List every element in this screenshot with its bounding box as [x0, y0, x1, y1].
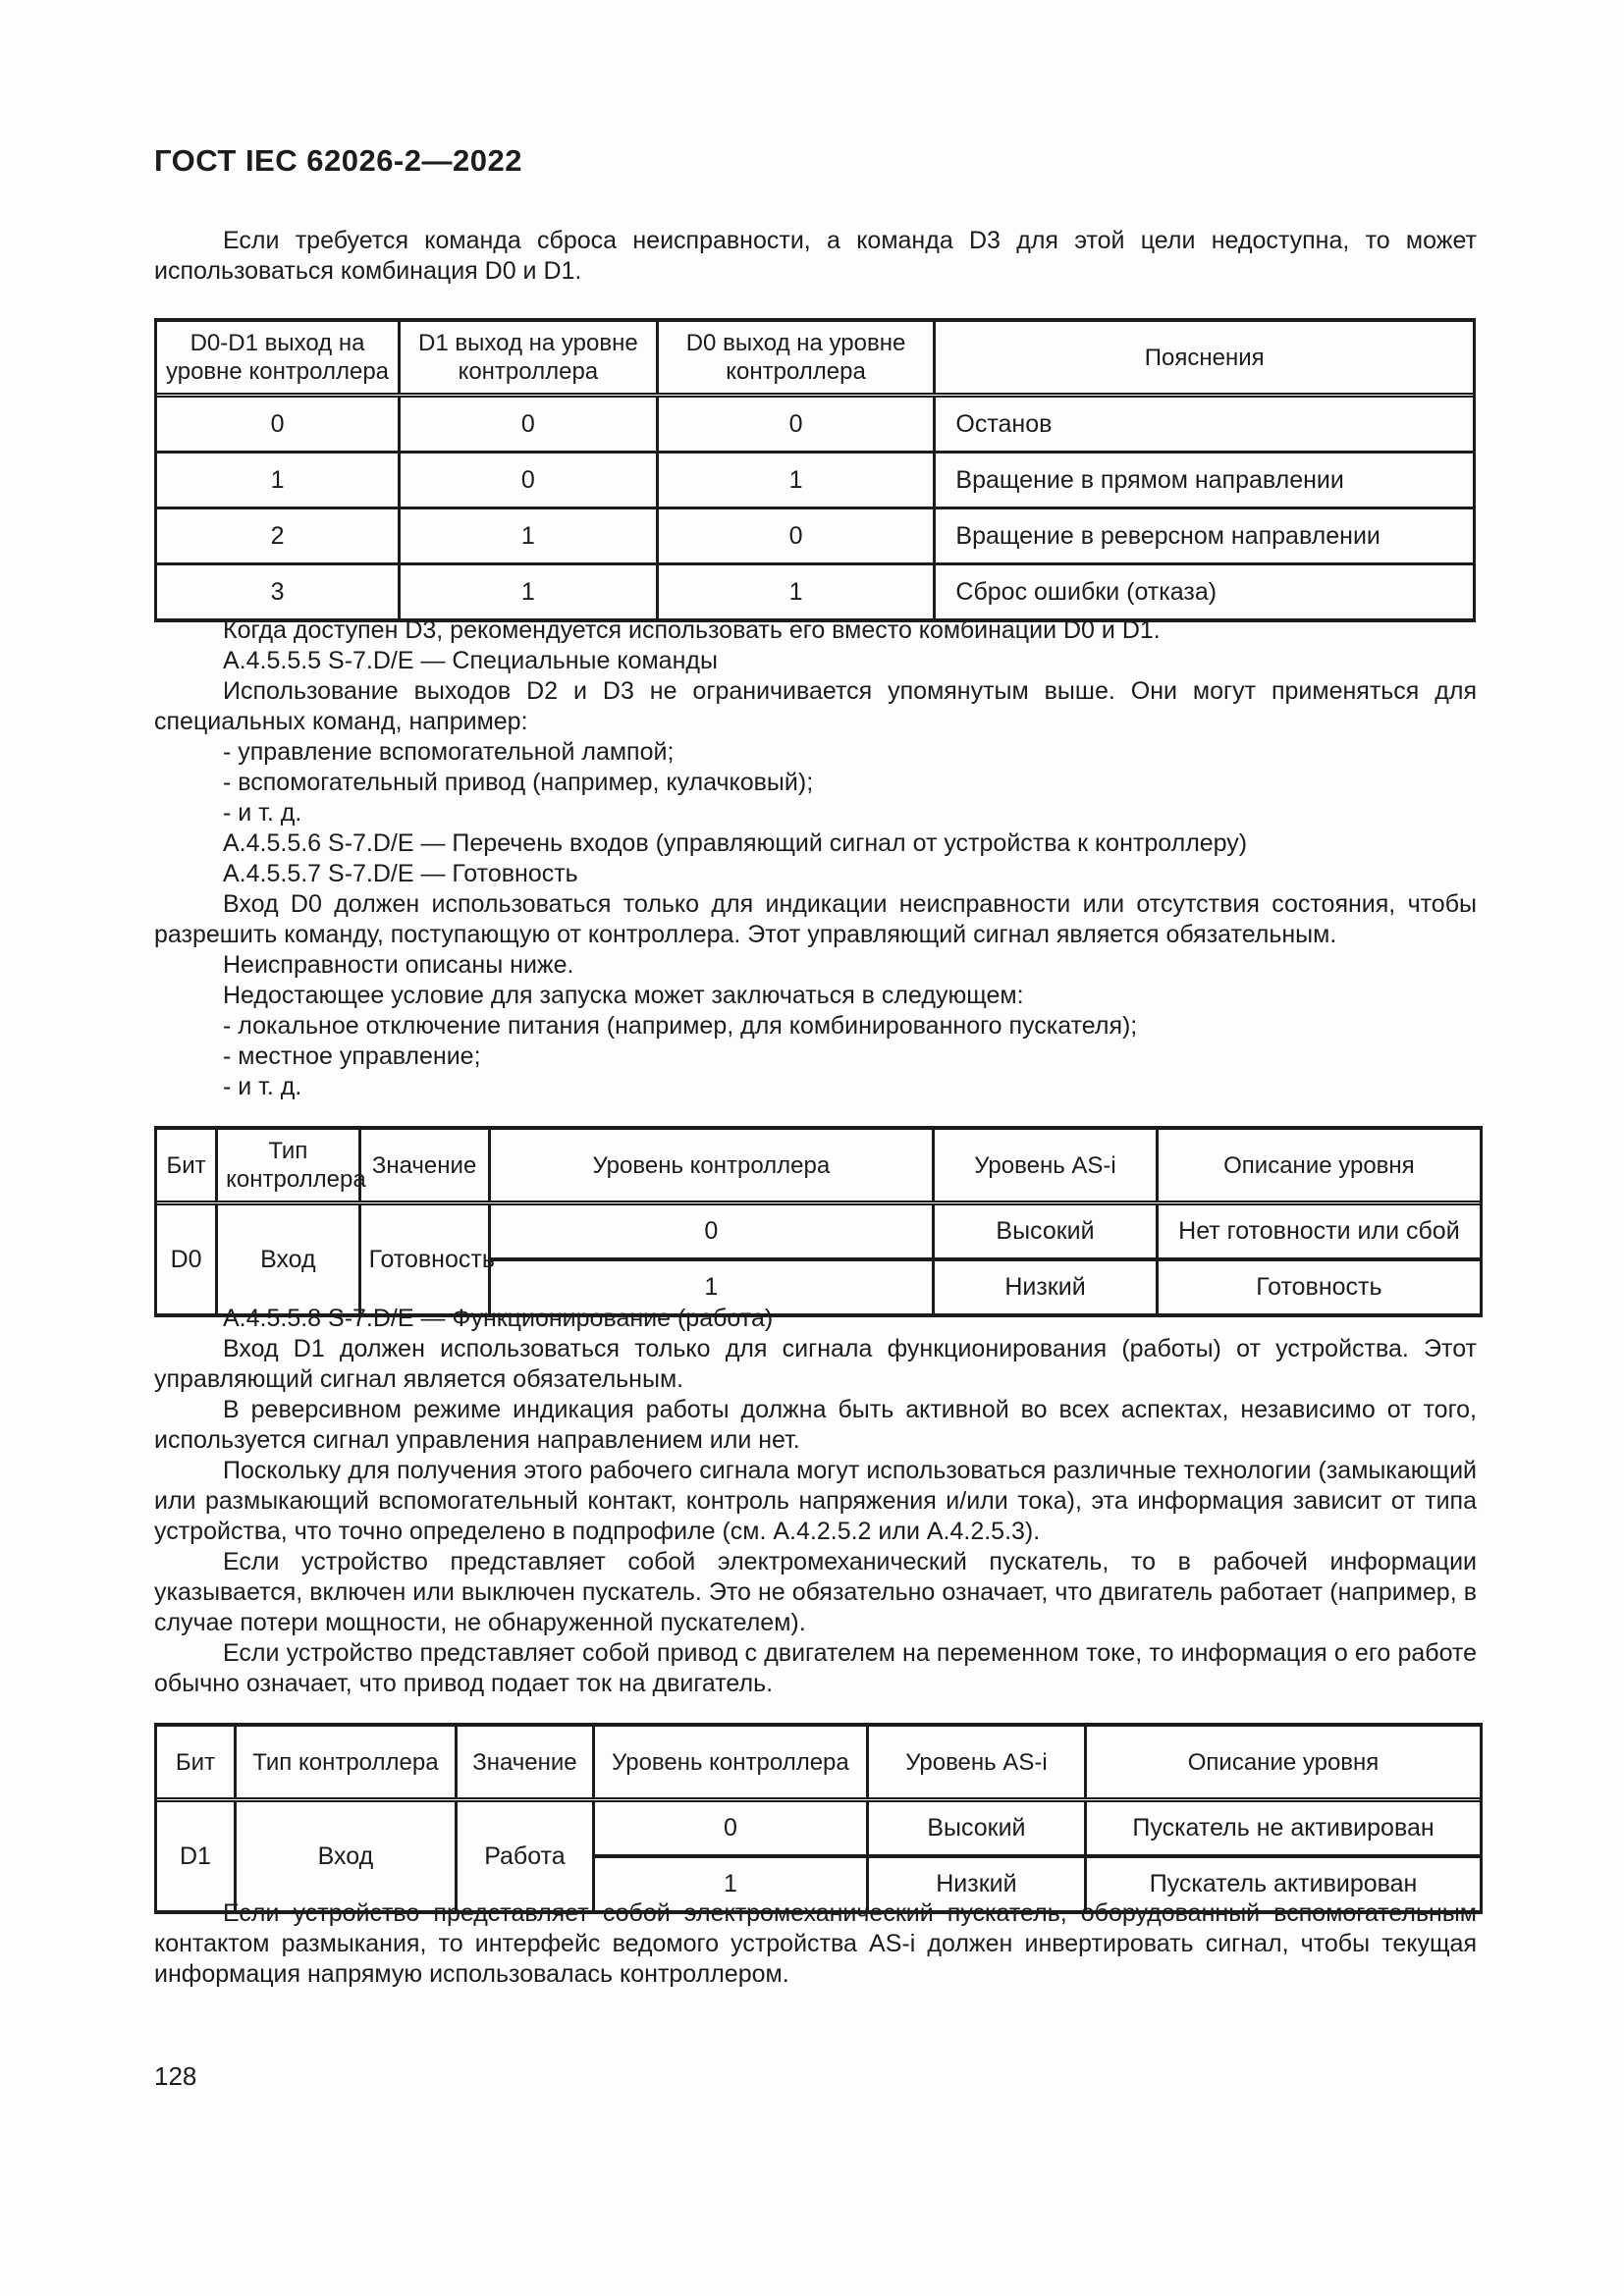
column-header: Уровень AS-i	[934, 1130, 1158, 1203]
section-b-text	[154, 1304, 1477, 1699]
cell: 1	[657, 564, 935, 619]
table-row	[157, 453, 1473, 508]
value-cell: Работа	[456, 1800, 593, 1911]
clause-heading: А.4.5.5.8 S-7.D/E — Функционирование (работа)	[223, 1305, 774, 1332]
cell: 1	[489, 1259, 934, 1313]
paragraph: Если требуется команда сброса неисправности, а команда D3 для этой цели недоступна, то может использоваться комбинация D0 и D1.	[154, 227, 1477, 285]
cell: Низкий	[867, 1856, 1085, 1910]
cell: 3	[157, 564, 400, 619]
cell: Останов	[935, 396, 1473, 453]
section-a-text	[154, 615, 1477, 1102]
page-title: ГОСТ IEC 62026-2—2022	[154, 143, 522, 178]
cell: 0	[157, 396, 400, 453]
bit-cell: D1	[157, 1800, 235, 1911]
table-row	[157, 564, 1473, 619]
cell: 0	[657, 508, 935, 564]
value-cell: Готовность	[359, 1203, 489, 1314]
paragraph: Вход D1 должен использоваться только для сигнала функционирования (работы) от устройства. Этот управляющий сигнал является обязательным.	[154, 1335, 1477, 1393]
column-header: D0-D1 выход на уровне контроллера	[157, 322, 400, 396]
table-row	[157, 508, 1473, 564]
cell: 1	[593, 1856, 867, 1910]
cell: Сброс ошибки (отказа)	[955, 577, 1218, 606]
paragraph: Использование выходов D2 и D3 не ограничивается упомянутым выше. Они могут применяться для специальных команд, например:	[154, 677, 1477, 735]
intro-paragraph-block	[154, 226, 1477, 287]
list-item: - и т. д.	[223, 799, 302, 827]
page-number: 128	[154, 2061, 197, 2091]
cell: 0	[400, 453, 658, 508]
table-row	[157, 396, 1473, 453]
cell: 1	[400, 508, 658, 564]
column-header: D1 выход на уровне контроллера	[400, 322, 658, 396]
column-header: D0 выход на уровне контроллера	[657, 322, 935, 396]
column-header: Пояснения	[935, 322, 1473, 396]
column-header: Уровень контроллера	[593, 1727, 867, 1800]
cell: 0	[489, 1203, 934, 1260]
cell: Вращение в прямом направлении	[935, 453, 1473, 508]
paragraph: Если устройство представляет собой электромеханический пускатель, оборудованный вспомогательным контактом размыкания, то интерфейс ведомого устройства AS-i должен инвертировать сигнал, чтобы текущая информация напрямую использовалась контроллером.	[154, 1899, 1477, 1988]
table-row	[157, 1203, 1480, 1260]
table-header-row	[157, 1130, 1480, 1203]
cell: Низкий	[934, 1259, 1158, 1313]
column-header: Тип контроллера	[217, 1130, 359, 1203]
list-item: - локальное отключение питания (например, для комбинированного пускателя);	[223, 1012, 1138, 1040]
cell: 0	[657, 396, 935, 453]
paragraph: Если устройство представляет собой привод с двигателем на переменном токе, то информация о его работе обычно означает, что привод подает ток на двигатель.	[154, 1639, 1477, 1697]
column-header: Значение	[456, 1727, 593, 1800]
cell: Высокий	[934, 1203, 1158, 1260]
cell: 1	[157, 453, 400, 508]
column-header: Бит	[157, 1130, 217, 1203]
paragraph: Вход D0 должен использоваться только для индикации неисправности или отсутствия состояния, чтобы разрешить команду, поступающую от контроллера. Этот управляющий сигнал является обязательным.	[154, 890, 1477, 948]
list-item: - и т. д.	[223, 1073, 302, 1100]
cell: 0	[400, 396, 658, 453]
list-item: - управление вспомогательной лампой;	[223, 738, 675, 766]
controller-type-cell: Вход	[217, 1203, 359, 1314]
bit-cell: D0	[157, 1203, 217, 1314]
bit-d0-table	[154, 1126, 1483, 1317]
column-header: Тип контроллера	[235, 1727, 456, 1800]
cell: Пускатель активирован	[1149, 1870, 1418, 1897]
paragraph: Поскольку для получения этого рабочего сигнала могут использоваться различные технологии (замыкающий или размыкающий вспомогательный контакт, контроль напряжения и/или тока), эта информация зависит от типа устройства, что точно определено в подпрофиле (см. А.4.2.5.2 или А.4.2.5.3).	[154, 1457, 1477, 1545]
paragraph: Когда доступен D3, рекомендуется использовать его вместо комбинации D0 и D1.	[223, 616, 1161, 644]
table-header-row	[157, 322, 1473, 396]
controller-type-cell: Вход	[235, 1800, 456, 1911]
cell: 2	[157, 508, 400, 564]
paragraph: Если устройство представляет собой электромеханический пускатель, то в рабочей информации указывается, включен или выключен пускатель. Это не обязательно означает, что двигатель работает (например, в случае потери мощности, не обнаруженной пускателем).	[154, 1548, 1477, 1636]
cell: 1	[400, 564, 658, 619]
list-item: - местное управление;	[223, 1042, 481, 1070]
column-header: Значение	[359, 1130, 489, 1203]
column-header: Уровень контроллера	[489, 1130, 934, 1203]
cell: Готовность	[1256, 1273, 1382, 1301]
paragraph: Неисправности описаны ниже.	[223, 951, 574, 979]
column-header: Уровень AS-i	[867, 1727, 1085, 1800]
column-header: Описание уровня	[1086, 1727, 1480, 1800]
cell: 0	[593, 1800, 867, 1857]
paragraph: В реверсивном режиме индикация работы должна быть активной во всех аспектах, независимо от того, используется сигнал управления направлением или нет.	[154, 1396, 1477, 1454]
closing-paragraph-block	[154, 1898, 1477, 1990]
bit-d1-table	[154, 1723, 1483, 1914]
d0-d1-combination-table	[154, 318, 1476, 622]
cell: Высокий	[867, 1800, 1085, 1857]
column-header: Бит	[157, 1727, 235, 1800]
table-header-row	[157, 1727, 1480, 1800]
clause-heading: А.4.5.5.6 S-7.D/E — Перечень входов (управляющий сигнал от устройства к контроллеру)	[223, 829, 1248, 857]
cell: Вращение в реверсном направлении	[935, 508, 1473, 564]
list-item: - вспомогательный привод (например, кулачковый);	[223, 769, 814, 796]
clause-heading: А.4.5.5.7 S-7.D/E — Готовность	[223, 860, 578, 887]
cell: Пускатель не активирован	[1086, 1800, 1480, 1857]
table-row	[157, 1800, 1480, 1857]
paragraph: Недостающее условие для запуска может заключаться в следующем:	[223, 982, 1024, 1009]
cell: 1	[657, 453, 935, 508]
cell: Нет готовности или сбой	[1157, 1203, 1480, 1260]
column-header: Описание уровня	[1157, 1130, 1480, 1203]
clause-heading: А.4.5.5.5 S-7.D/E — Специальные команды	[223, 647, 718, 674]
